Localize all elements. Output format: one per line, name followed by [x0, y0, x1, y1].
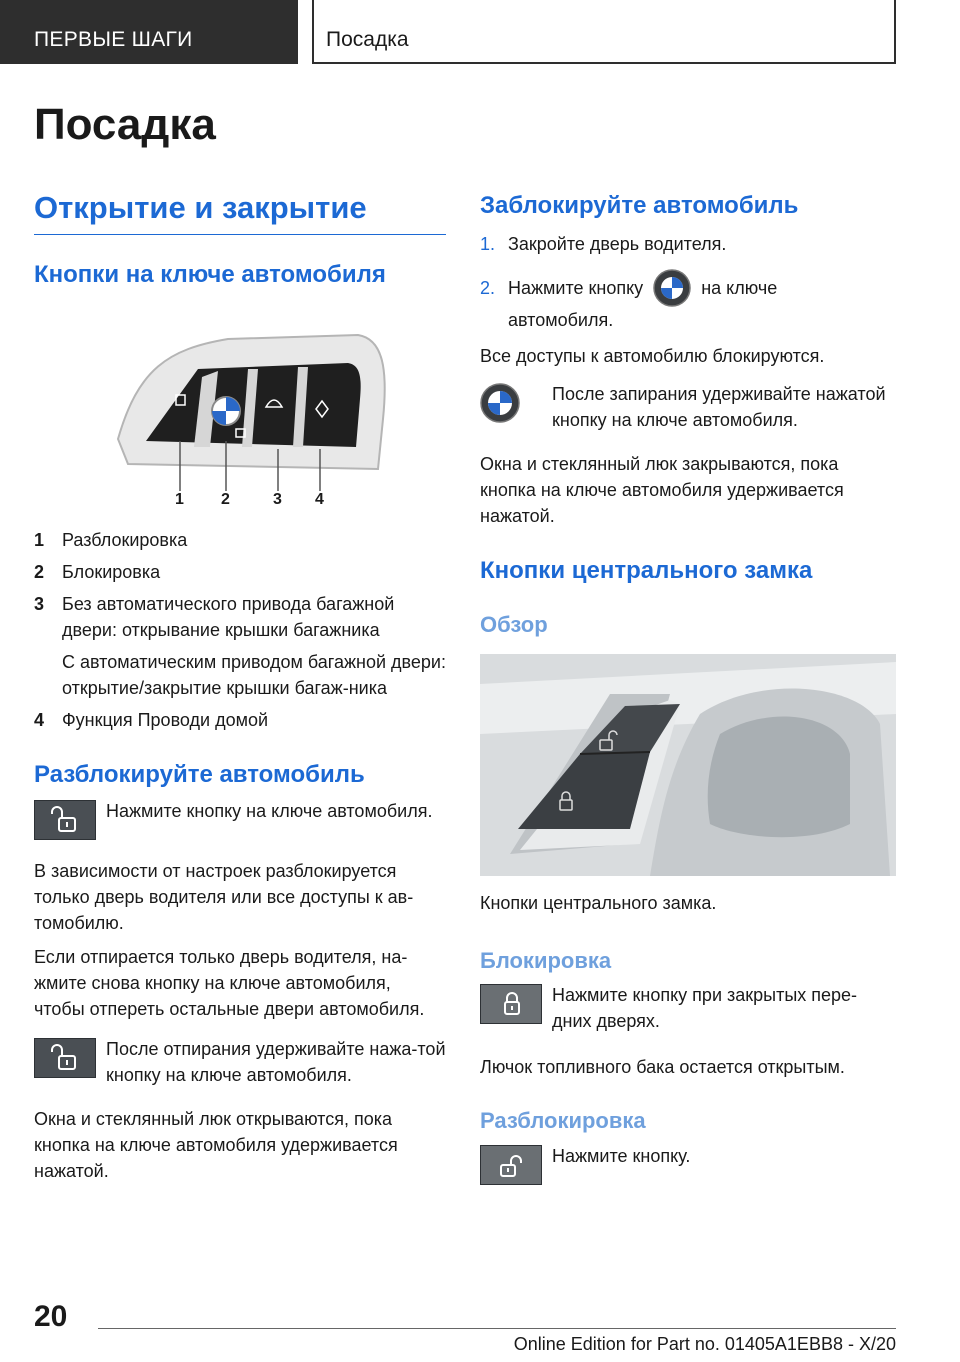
door-panel-icon: [480, 654, 896, 876]
unlock-hold-text: После отпирания удерживайте нажа-той кнопку на ключе автомобиля.: [106, 1039, 446, 1086]
central-lock-buttons-photo: [480, 654, 896, 876]
car-key-illustration: [98, 329, 398, 519]
bmw-logo-icon: [653, 269, 691, 307]
section-title-open-close: Открытие и закрытие: [34, 190, 446, 235]
legend-text: Блокировка: [62, 562, 161, 583]
unlock-car-title: Разблокируйте автомобиль: [34, 761, 365, 789]
unlock-paragraph-1: В зависимости от настроек разблокируется только дверь водителя или все доступы к ав-томобилю.: [34, 861, 414, 934]
legend-number: 2: [34, 562, 45, 583]
lock-car-title: Заблокируйте автомобиль: [480, 192, 799, 219]
key-buttons-title: Кнопки на ключе автомобиля: [34, 260, 386, 288]
legend-text: Разблокировка: [62, 530, 188, 551]
overview-title: Обзор: [480, 611, 548, 637]
key-label-3: 3: [273, 491, 282, 509]
page-number: 20: [34, 1300, 68, 1333]
unlocking-title: Разблокировка: [480, 1108, 646, 1134]
step-item: [480, 269, 896, 307]
unlocking-instruction-text: Нажмите кнопку.: [552, 1145, 691, 1166]
car-key-icon: [98, 329, 398, 519]
lock-paragraph-1: Все доступы к автомобилю блокируются.: [480, 345, 825, 366]
unlock-icon: [35, 1039, 97, 1079]
step-number: 2.: [480, 277, 496, 298]
step-text: Закройте дверь водителя.: [508, 233, 727, 254]
lock-hold-instruction: [480, 381, 896, 433]
right-column: [480, 192, 896, 1185]
unlock-icon: [481, 1146, 543, 1186]
legend-item: [34, 591, 446, 643]
lock-button-symbol: [480, 984, 542, 1024]
page-title: Посадка: [34, 100, 216, 149]
locking-paragraph: Лючок топливного бака остается открытым.: [480, 1057, 845, 1078]
key-label-2: 2: [221, 491, 230, 509]
step-number: 1.: [480, 233, 496, 254]
unlock-instruction-text: Нажмите кнопку на ключе автомобиля.: [106, 801, 433, 822]
key-label-4: 4: [315, 491, 324, 509]
legend-number: 4: [34, 710, 45, 731]
lock-paragraph-2: Окна и стеклянный люк закрываются, пока кнопка на ключе автомобиля удерживается нажатой.: [480, 453, 844, 526]
footer-divider: [98, 1328, 896, 1329]
left-column: [34, 190, 446, 1184]
unlock-paragraph-2: Если отпирается только дверь водителя, на-жмите снова кнопку на ключе автомобиля, чтобы отпереть остальные двери автомобиля.: [34, 947, 425, 1020]
unlock-instruction: [34, 798, 446, 840]
lock-icon: [481, 985, 543, 1025]
locking-instruction-text: Нажмите кнопку при закрытых пере-дних дверях.: [552, 985, 858, 1032]
unlock-button-symbol: [480, 1145, 542, 1185]
lock-hold-text: После запирания удерживайте нажатой кнопку на ключе автомобиля.: [552, 383, 886, 430]
central-lock-title: Кнопки центрального замка: [480, 556, 813, 584]
unlock-paragraph-3: Окна и стеклянный люк открываются, пока кнопка на ключе автомобиля удерживается нажатой.: [34, 1109, 398, 1182]
legend-text: Без автоматического привода багажной двери: открывание крышки багажника: [62, 594, 395, 641]
step-text-before: Нажмите кнопку: [508, 277, 644, 298]
unlock-icon: [35, 801, 97, 841]
central-lock-caption: Кнопки центрального замка.: [480, 892, 717, 913]
step-text-after: на ключе: [701, 277, 778, 298]
legend-item: [34, 559, 446, 585]
step-text-continued: автомобиля.: [508, 309, 614, 330]
legend-number: 1: [34, 530, 45, 551]
legend-number: 3: [34, 594, 45, 615]
unlock-hold-instruction: [34, 1036, 446, 1088]
legend-text: Функция Проводи домой: [62, 710, 269, 731]
key-legend: [34, 527, 446, 733]
legend-item: [34, 527, 446, 553]
header-chapter-tab: Посадка: [312, 0, 896, 64]
header-section-tab: ПЕРВЫЕ ШАГИ: [0, 0, 298, 64]
unlock-button-symbol: [34, 1038, 96, 1078]
legend-subtext: С автоматическим приводом багажной двери: открытие/закрытие крышки багаж-ника: [62, 652, 446, 699]
step-item: [480, 231, 896, 257]
key-label-1: 1: [175, 491, 184, 509]
locking-instruction: [480, 982, 896, 1034]
legend-item: [34, 707, 446, 733]
unlocking-instruction: [480, 1143, 896, 1185]
locking-title: Блокировка: [480, 947, 612, 973]
unlock-button-symbol: [34, 800, 96, 840]
footer-edition: Online Edition for Part no. 01405A1EBB8 - X/20: [513, 1334, 896, 1354]
bmw-logo-icon: [480, 383, 520, 423]
